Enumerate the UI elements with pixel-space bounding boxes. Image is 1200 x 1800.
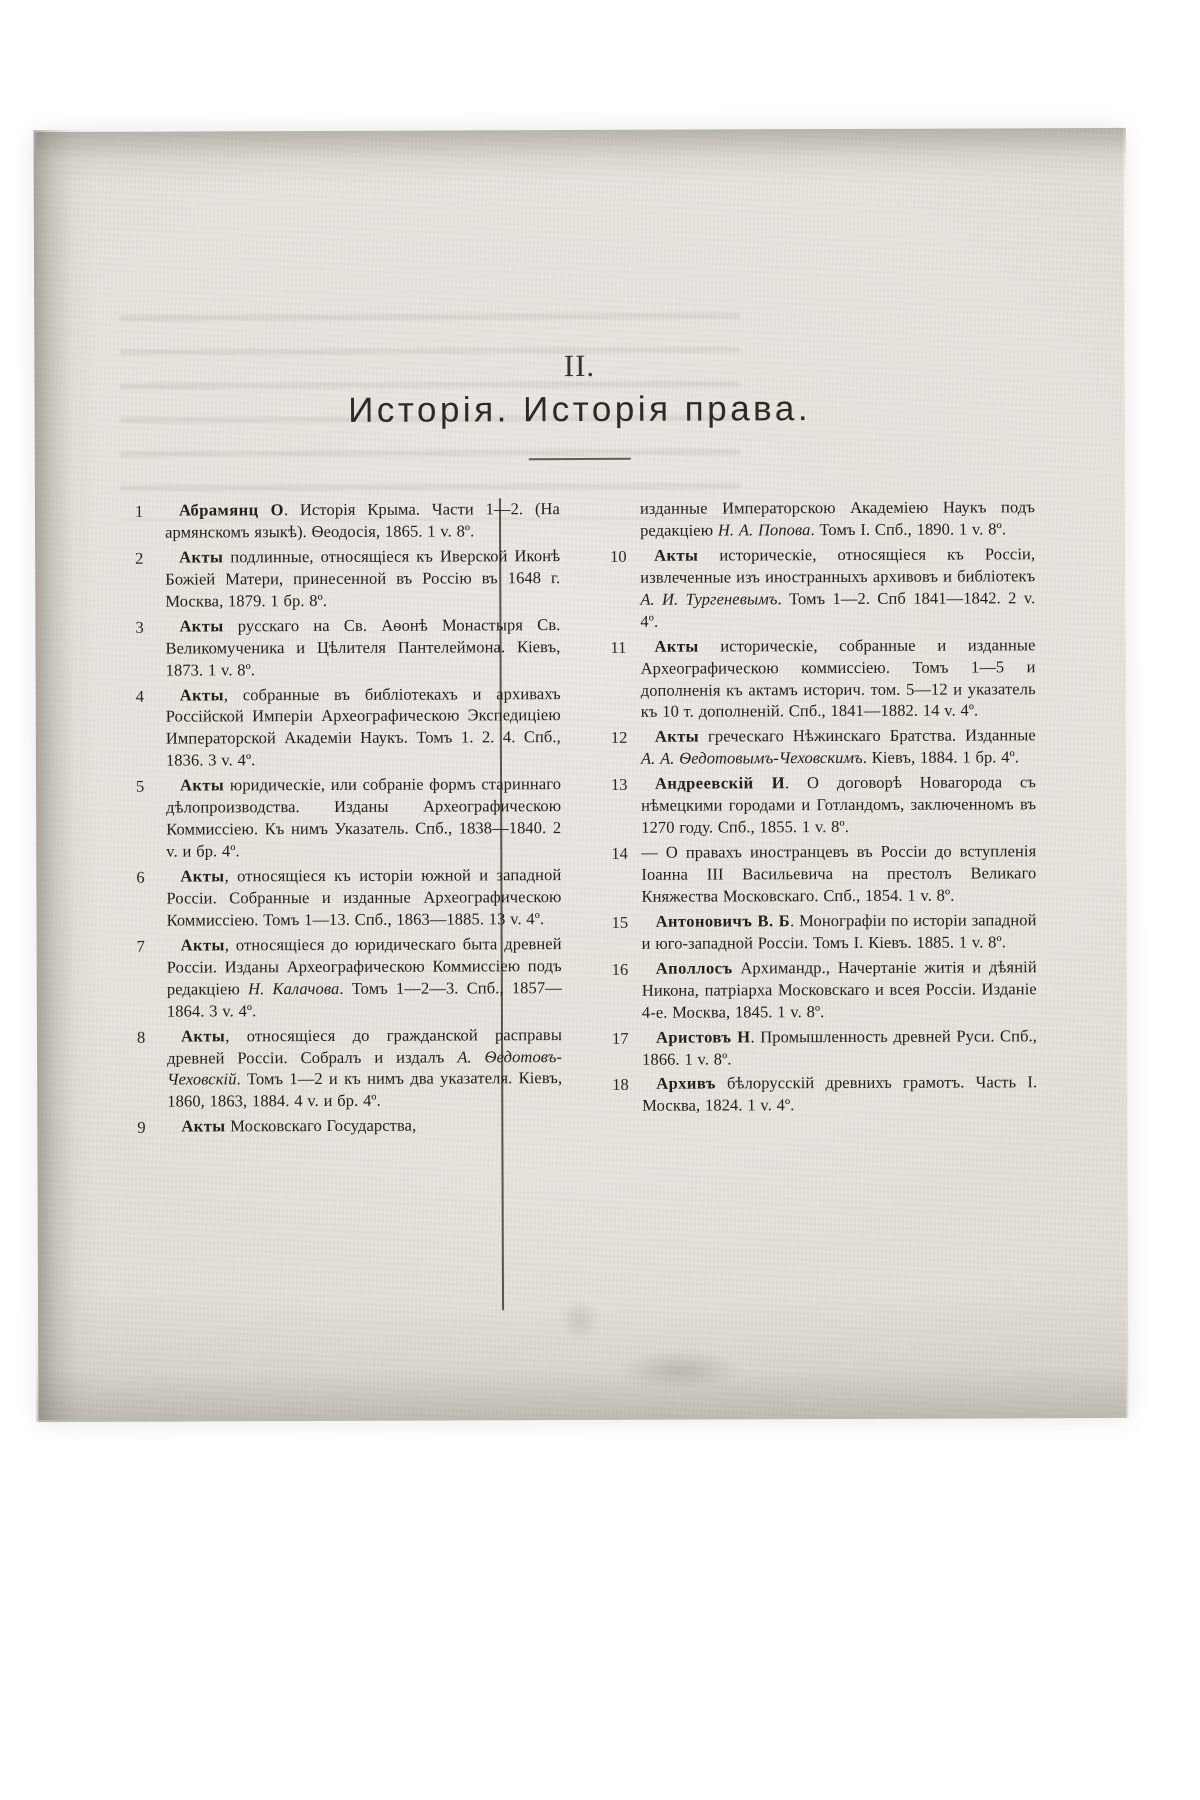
entry-number: 5 [136,776,145,796]
printed-page-content [34,128,1129,1422]
bibliography-entry [136,864,561,931]
entry-text: Акты юридическіе, или собраніе формъ стариннаго дѣлопроизводства. Изданы Археографическою Коммиссіею. Къ нимъ Указатель. Спб., 1838—1840. 2 v. и бр. 4º. [166,774,562,861]
entry-text: Акты русскаго на Св. Аѳонѣ Монастыря Св. Великомученика и Цѣлителя Пантелеймона. Кіевъ, 1873. 1 v. 8º. [165,614,561,680]
entry-text: — О правахъ иностранцевъ въ Россіи до вступленія Іоанна III Васильевича на престолъ Великаго Княжества Московскаго. Спб., 1854. 1 v. 8º. [641,841,1037,906]
bibliography-entry [610,634,1035,723]
entry-text: Акты греческаго Нѣжинскаго Братства. Изданные А. А. Ѳедотовымъ-Чеховскимъ. Кіевъ, 1884. 1 бр. 4º. [640,725,1036,769]
entry-number: 18 [612,1075,629,1095]
entry-text: Акты, относящіеся къ исторіи южной и западной Россіи. Собранные и изданные Археографическою Коммиссіею. Томъ 1—13. Спб., 1863—1885. 13 v. 4º. [166,865,562,930]
entry-number: 16 [611,959,629,979]
bibliography-entry [612,956,1037,1023]
entry-author: Абрамянц О [178,500,284,520]
entry-number: 10 [610,546,627,566]
bibliography-entry [610,496,1035,542]
entry-author: Акты [180,1025,226,1046]
entry-author: Акты [179,616,224,636]
entry-author: Акты [180,935,225,955]
entry-editor: А. А. Ѳедотовымъ-Чеховскимъ [640,748,863,769]
entry-number: 11 [610,637,627,657]
entry-text: Аполлосъ Архимандр., Начертаніе житія и дѣяній Никона, патріарха Московскаго и всея Россіи. Изданіе 4-е. Москва, 1845. 1 v. 8º. [641,957,1037,1022]
bibliography-entry [611,772,1036,839]
entry-number: 15 [611,912,629,932]
entry-author: Андреевскій И [654,773,786,793]
bibliography-entry [611,840,1036,907]
entry-number: 13 [611,775,628,795]
entry-number: 9 [137,1117,146,1138]
entry-text: Аристовъ Н. Промышленность древней Руси. Спб., 1866. 1 v. 8º. [642,1025,1038,1069]
entry-number: 4 [135,686,144,706]
bibliography-entry [135,498,560,544]
bibliography-entry [135,545,560,612]
entry-author: Архивъ [656,1073,716,1094]
title-divider-rule [529,458,631,460]
entry-number: 6 [136,867,145,887]
bibliography-entry [135,614,560,681]
entry-number: 17 [611,1028,629,1048]
entry-editor: А. И. Тургеневымъ [640,588,778,609]
bibliography-column-right [576,496,1038,1308]
bibliography-column-left [135,498,579,1310]
entry-text: Акты историческіе, собранные и изданные Археографическою коммиссіею. Томъ 1—5 и дополненія къ актамъ историч. том. 5—12 и указатель къ 10 т. дополненій. Спб., 1841—1882. 14 v. 4º. [640,634,1036,722]
bibliography-entry [612,909,1037,955]
entry-number: 1 [134,501,144,521]
entry-text: Акты подлинные, относящіеся къ Иверской Иконѣ Божіей Матери, принесенной въ Россію въ 1648 г. Москва, 1879. 1 бр. 8º. [165,545,561,611]
bibliography-entry [137,1024,562,1113]
entry-author: Акты [654,726,700,747]
bibliography-entry [136,773,561,862]
entry-number: 12 [610,728,628,748]
entry-author: Акты [179,684,224,705]
entry-number: 8 [136,1027,146,1047]
entry-author: Акты [181,1116,226,1136]
page-title: Исторія. Исторія права. [348,389,812,430]
entry-author: Аристовъ Н [655,1026,751,1047]
entry-author: Акты [654,545,699,565]
entry-author: Акты [654,636,699,656]
entry-text: Акты Московскаго Государства, [181,1115,417,1136]
entry-number [610,498,640,542]
entry-author: Акты [180,866,225,886]
entry-number: 14 [611,843,628,863]
entry-text: Акты, относящіеся до юридическаго быта древней Россіи. Изданы Археографическою Коммиссіею подъ редакціею Н. Калачова. Томъ 1—2—3. Спб., 1857—1864. 3 v. 4º. [166,933,562,1021]
entry-text: изданные Императорскою Академіею Наукъ подъ редакціею Н. А. Попова. Томъ I. Спб., 1890. 1 v. 8º. [639,497,1036,540]
entry-author: Антоновичъ В. Б [655,911,791,931]
bibliography-entry [612,1025,1037,1071]
entry-editor: Н. А. Попова [717,520,811,540]
entry-number: 7 [136,936,145,956]
bibliography-entry [612,1072,1037,1118]
entry-text: Антоновичъ В. Б. Монографіи по исторіи западной и юго-западной Россіи. Томъ I. Кіевъ. 1885. 1 v. 8º. [641,910,1037,953]
entry-text: Архивъ бѣлорусскій древнихъ грамотъ. Часть I. Москва, 1824. 1 v. 4º. [642,1072,1038,1116]
bibliography-entry [610,543,1035,632]
bibliography-entry [611,725,1036,771]
bibliography-entry [137,1114,562,1139]
entry-text: Акты историческіе, относящіеся къ Россіи, извлеченные изъ иностранныхъ архивовъ и библіотекъ А. И. Тургеневымъ. Томъ 1—2. Спб 1841—1842. 2 v. 4º. [640,544,1036,631]
entry-text: Акты, относящіеся до гражданской расправы древней Россіи. Собралъ и издалъ А. Ѳедотовъ-Чеховскій. Томъ 1—2 и къ нимъ два указателя. Кіевъ, 1860, 1863, 1884. 4 v. и бр. 4º. [167,1024,563,1111]
entry-author: Акты [179,547,224,567]
entry-author: Акты [180,775,225,795]
entry-author: Аполлосъ [655,958,733,978]
entry-text: Акты, собранные въ библіотекахъ и архивахъ Россійской Имперіи Археографическою Экспедицiею Императорской Академіи Наукъ. Томъ 1. 2. 4. Спб., 1836. 3 v. 4º. [165,683,561,770]
bibliography-entry [136,683,561,772]
entry-editor: Н. Калачова [248,978,340,998]
bibliography-entry [137,933,562,1022]
entry-text: Абрамянц О. Исторія Крыма. Части 1—2. (На армянскомъ языкѣ). Ѳеодосія, 1865. 1 v. 8º. [165,499,560,542]
entry-editor: А. Ѳедотовъ-Чеховскій [167,1046,563,1090]
entry-text: Андреевскій И. О договорѣ Новагорода съ нѣмецкими городами и Готландомъ, заключенномъ въ 1270 году. Спб., 1855. 1 v. 8º. [641,772,1037,837]
entry-number: 2 [135,548,144,568]
entry-number: 3 [135,617,144,637]
section-number: II. [563,347,596,384]
bibliography-columns [135,496,1038,1309]
